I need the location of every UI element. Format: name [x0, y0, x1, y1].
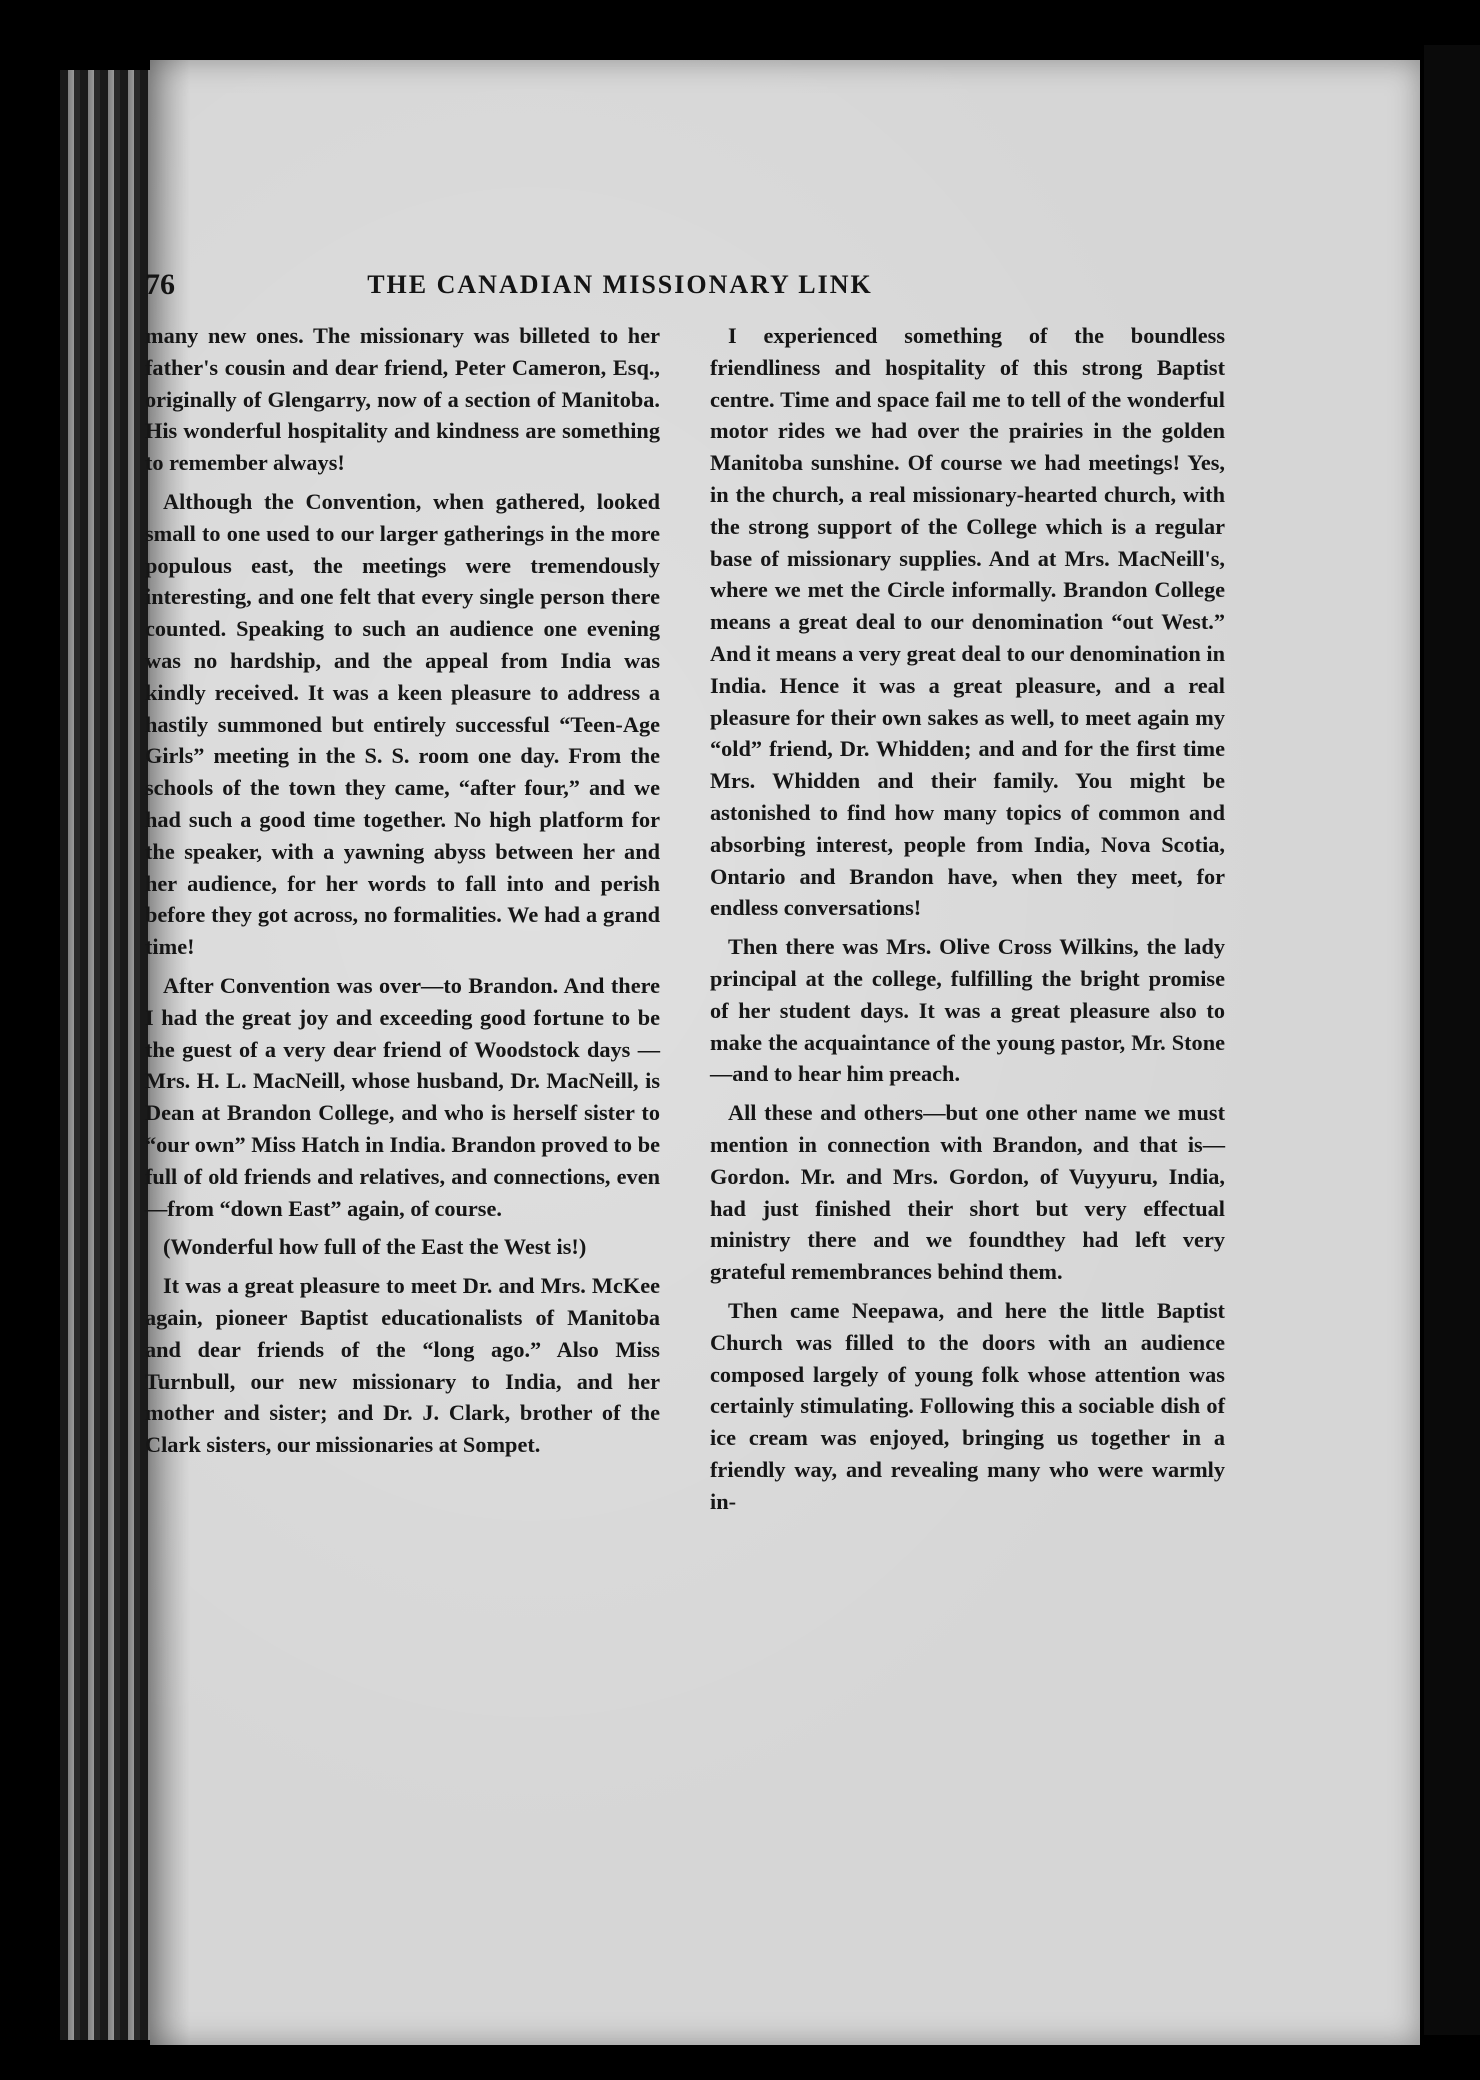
paragraph: Then came Neepawa, and here the little Baptist Church was filled to the doors with an audience composed largely of young folk whose attention was certainly stimulating. Following this a sociable dish of ice cream was enjoyed, bringing us together in a friendly way, and revealing many who were warmly in- — [710, 1297, 1225, 1514]
paragraph: many new ones. The missionary was billeted to her father's cousin and dear friend, Peter Cameron, Esq., originally of Glengarry, now of a section of Manitoba. His wonderful hospitality and kindness are something to remember always! — [145, 323, 660, 476]
running-head — [145, 268, 1095, 308]
paragraph: All these and others—but one other name we must mention in connection with Brandon, and that is—Gordon. Mr. and Mrs. Gordon, of Vuyyuru, India, had just finished their short but very effectual ministry there and we foundthey had left very grateful remembrances behind them. — [710, 1100, 1225, 1285]
scan-border — [1424, 45, 1480, 2035]
page-number: 76 — [145, 268, 175, 301]
paragraph: After Convention was over—to Brandon. And there I had the great joy and exceeding good fortune to be the guest of a very dear friend of Woodstock days —Mrs. H. L. MacNeill, whose husband, Dr. MacNeill, is Dean at Brandon College, and who is herself sister to “our own” Miss Hatch in India. Brandon proved to be full of old friends and relatives, and connections, even—from “down East” again, of course. — [145, 972, 660, 1221]
paragraph: I experienced something of the boundless friendliness and hospitality of this strong Baptist centre. Time and space fail me to tell of the wonderful motor rides we had over the prairies in the golden Manitoba sunshine. Of course we had meetings! Yes, in the church, a real missionary-hearted church, with the strong support of the College which is a regular base of missionary supplies. And at Mrs. MacNeill's, where we met the Circle informally. Brandon College means a great deal to our denomination “out West.” And it means a very great deal to our denomination in India. Hence it was a great pleasure, and a real pleasure for their own sakes as well, to meet again my “old” friend, Dr. Whidden; and and for the first time Mrs. Whidden and their family. You might be astonished to find how many topics of common and absorbing interest, people from India, Nova Scotia, Ontario and Brandon have, when they meet, for endless conversations! — [710, 323, 1225, 921]
paragraph: It was a great pleasure to meet Dr. and Mrs. McKee again, pioneer Baptist educationalists of Manitoba and dear friends of the “long ago.” Also Miss Turnbull, our new missionary to India, and her mother and sister; and Dr. J. Clark, brother of the Clark sisters, our missionaries at Sompet. — [145, 1273, 660, 1458]
paragraph: Then there was Mrs. Olive Cross Wilkins, the lady principal at the college, fulfilling the bright promise of her student days. It was a great pleasure also to make the acquaintance of the young pastor, Mr. Stone—and to hear him preach. — [710, 934, 1225, 1087]
paragraph: (Wonderful how full of the East the West is!) — [163, 1234, 587, 1260]
right-column — [710, 320, 1225, 1524]
left-column — [145, 320, 660, 1468]
journal-title: THE CANADIAN MISSIONARY LINK — [367, 270, 873, 299]
paragraph: Although the Convention, when gathered, looked small to one used to our larger gatherings in the more populous east, the meetings were tremendously interesting, and one felt that every single person there counted. Speaking to such an audience one evening was no hardship, and the appeal from India was kindly received. It was a keen pleasure to address a hastily summoned but entirely successful “Teen-Age Girls” meeting in the S. S. room one day. From the schools of the town they came, “after four,” and we had such a good time together. No high platform for the speaker, with a yawning abyss between her and her audience, for her words to fall into and perish before they got across, no formalities. We had a grand time! — [145, 488, 660, 960]
